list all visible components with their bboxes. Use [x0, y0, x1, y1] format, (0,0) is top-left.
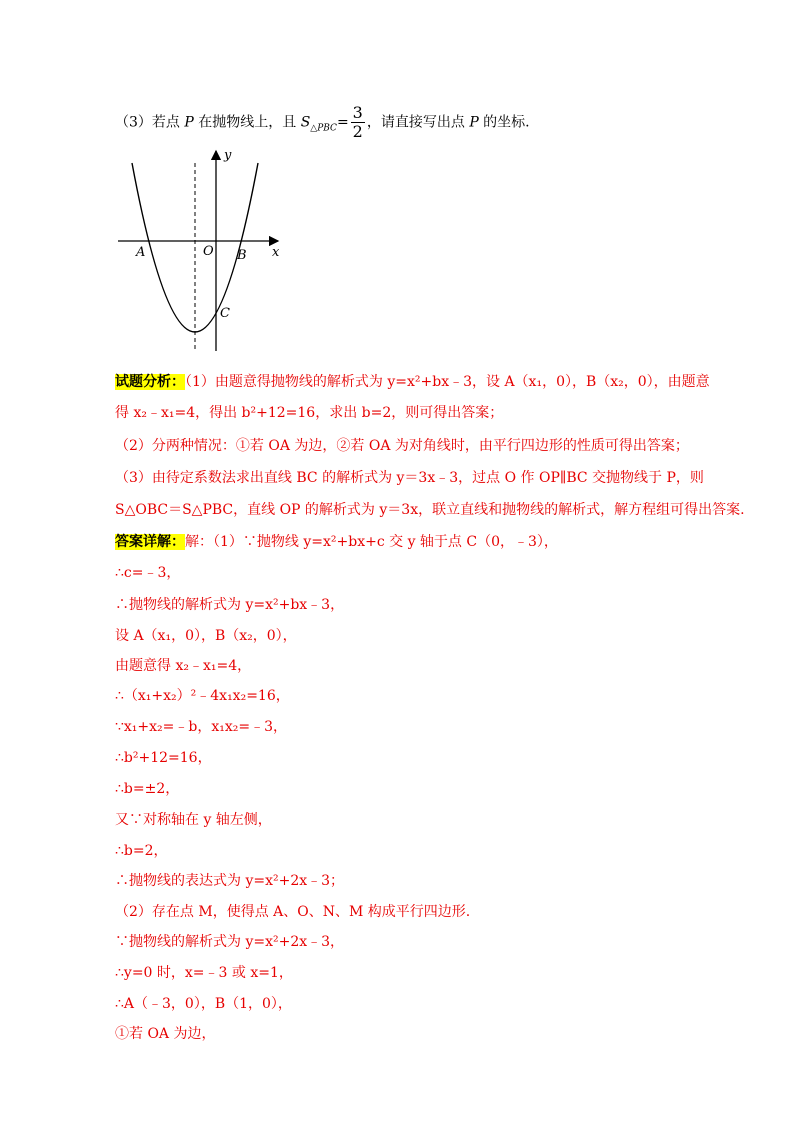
- answer-line-5: 由题意得 x₂﹣x₁=4，: [115, 658, 252, 674]
- q3-area-s: S: [300, 114, 311, 131]
- answer-line-8: ∴b²+12=16，: [115, 750, 212, 766]
- q3-fraction: [351, 104, 365, 141]
- answer-line-3: ∴抛物线的解析式为 y=x²+bx﹣3，: [115, 597, 345, 613]
- answer-line-11: ∴b=2，: [115, 843, 168, 859]
- label-b: B: [237, 248, 247, 263]
- answer-line-17: ①若 OA 为边，: [115, 1026, 216, 1042]
- analysis-line-1: 试题分析：（1）由题意得抛物线的解析式为 y=x²+bx﹣3，设 A（x₁，0），B（x₂，0），由题意: [115, 374, 710, 390]
- q3-end: 的坐标.: [478, 114, 530, 131]
- q3-eq: =: [336, 114, 349, 131]
- answer-line-14: ∵抛物线的解析式为 y=x²+2x﹣3，: [115, 934, 345, 950]
- answer-line-12: ∴抛物线的表达式为 y=x²+2x﹣3；: [115, 873, 345, 889]
- label-a: A: [136, 245, 146, 260]
- label-y: y: [224, 148, 232, 163]
- analysis-line-3: （2）分两种情况：①若 OA 为边，②若 OA 为对角线时，由平行四边形的性质可得出答案；: [115, 438, 689, 454]
- answer-line-13: （2）存在点 M，使得点 A、O、N、M 构成平行四边形.: [115, 904, 471, 920]
- answer-line-10: 又∵对称轴在 y 轴左侧，: [115, 812, 272, 828]
- q3-pre: （3）若点: [115, 114, 185, 131]
- analysis-line-4: （3）由待定系数法求出直线 BC 的解析式为 y＝3x﹣3，过点 O 作 OP∥BC 交抛物线于 P，则: [115, 470, 704, 486]
- analysis-line-2: 得 x₂﹣x₁=4，得出 b²+12=16，求出 b=2，则可得出答案；: [115, 405, 504, 421]
- q3-mid: 在抛物线上，且: [193, 114, 301, 131]
- label-x: x: [272, 245, 280, 260]
- fraction-denominator: 2: [352, 122, 363, 141]
- answer-line-6: ∴（x₁+x₂）²﹣4x₁x₂=16，: [115, 688, 290, 704]
- answer-line-15: ∴y=0 时，x=﹣3 或 x=1，: [115, 965, 293, 981]
- analysis-line-5: S△OBC＝S△PBC，直线 OP 的解析式为 y＝3x，联立直线和抛物线的解析式，解方程组可得出答案.: [115, 502, 745, 518]
- label-c: C: [220, 306, 230, 321]
- analysis-badge: 试题分析：: [115, 374, 185, 390]
- answer-line-9: ∴b=±2，: [115, 781, 180, 797]
- answer-line-4: 设 A（x₁，0），B（x₂，0），: [115, 628, 297, 644]
- answer-line-1: 答案详解：解：（1）∵抛物线 y=x²+bx+c 交 y 轴于点 C（0，﹣3），: [115, 534, 558, 550]
- q3-point-p2: P: [469, 114, 479, 131]
- fraction-numerator: 3: [352, 103, 363, 122]
- answer-line-16: ∴A（﹣3，0），B（1，0），: [115, 996, 292, 1012]
- answer-line-2: ∴c=﹣3，: [115, 565, 181, 581]
- q3-post: ，请直接写出点: [366, 114, 470, 131]
- question-3: [115, 104, 530, 141]
- q3-point-p: P: [184, 114, 194, 131]
- label-o: O: [203, 244, 214, 259]
- q3-area-sub: △PBC: [310, 123, 337, 134]
- answer-line-7: ∵x₁+x₂=﹣b，x₁x₂=﹣3，: [115, 719, 287, 735]
- parabola-graph: [115, 143, 290, 353]
- answer-badge: 答案详解：: [115, 534, 185, 550]
